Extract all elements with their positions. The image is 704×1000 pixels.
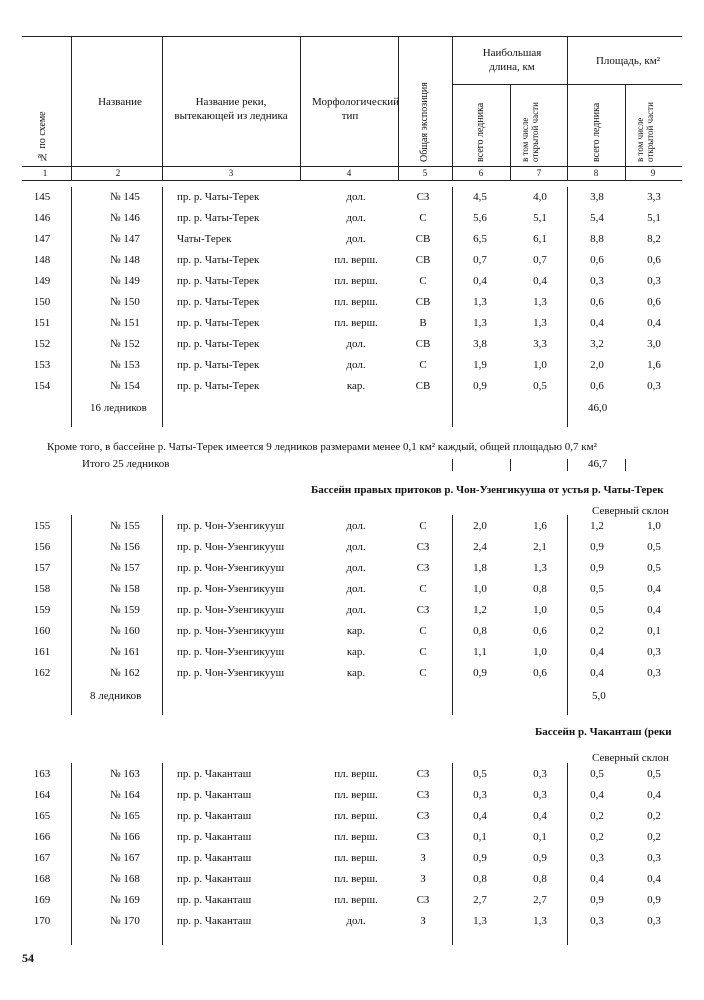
block3-title: Бассейн р. Чаканташ (реки (535, 726, 672, 738)
cell-length-total: 1,3 (473, 296, 487, 308)
cell-glacier-name: № 160 (110, 625, 140, 637)
table-row (0, 848, 704, 869)
cell-exposition: СЗ (416, 191, 430, 203)
cell-area-total: 0,5 (590, 604, 604, 616)
cell-area-total: 5,4 (590, 212, 604, 224)
cell-area-total: 0,4 (590, 317, 604, 329)
cell-morph-type: дол. (346, 583, 366, 595)
cell-area-total: 1,2 (590, 520, 604, 532)
cell-scheme-number: 162 (33, 667, 51, 679)
cell-area-total: 0,4 (590, 667, 604, 679)
cell-area-open: 0,2 (647, 831, 661, 843)
cell-area-total: 0,3 (590, 852, 604, 864)
cell-length-total: 6,5 (473, 233, 487, 245)
cell-glacier-name: № 165 (110, 810, 140, 822)
cell-glacier-name: № 147 (110, 233, 140, 245)
cell-scheme-number: 147 (33, 233, 51, 245)
cell-scheme-number: 161 (33, 646, 51, 658)
cell-river-name: пр. р. Чаканташ (177, 789, 252, 801)
header-length-total: всего ледника (475, 102, 486, 162)
cell-glacier-name: № 145 (110, 191, 140, 203)
cell-exposition: С (419, 359, 427, 371)
cell-exposition: СВ (415, 233, 431, 245)
table-row (0, 911, 704, 932)
cell-length-open: 1,0 (533, 359, 547, 371)
cell-area-open: 0,3 (647, 667, 661, 679)
table-row (0, 558, 704, 579)
cell-river-name: пр. р. Чаканташ (177, 915, 252, 927)
col-number-1: 1 (42, 168, 48, 178)
cell-exposition: СЗ (416, 562, 430, 574)
cell-glacier-name: № 170 (110, 915, 140, 927)
cell-length-open: 0,6 (533, 667, 547, 679)
cell-scheme-number: 167 (33, 852, 51, 864)
cell-length-open: 2,1 (533, 541, 547, 553)
cell-length-open: 0,3 (533, 789, 547, 801)
cell-length-open: 1,3 (533, 296, 547, 308)
table-row (0, 600, 704, 621)
cell-area-total: 0,2 (590, 625, 604, 637)
cell-exposition: СЗ (416, 831, 430, 843)
cell-morph-type: пл. верш. (334, 317, 378, 329)
cell-length-total: 0,8 (473, 625, 487, 637)
table-row (0, 313, 704, 334)
cell-scheme-number: 158 (33, 583, 51, 595)
cell-scheme-number: 169 (33, 894, 51, 906)
cell-river-name: пр. р. Чон-Узенгикууш (177, 625, 285, 637)
cell-area-total: 0,9 (590, 541, 604, 553)
table-row (0, 621, 704, 642)
cell-morph-type: пл. верш. (334, 254, 378, 266)
cell-scheme-number: 166 (33, 831, 51, 843)
header-area-total: всего ледника (591, 102, 602, 162)
cell-length-open: 0,8 (533, 583, 547, 595)
table-row (0, 187, 704, 208)
cell-glacier-name: № 156 (110, 541, 140, 553)
col-number-3: 3 (228, 168, 234, 178)
cell-river-name: пр. р. Чон-Узенгикууш (177, 667, 285, 679)
cell-scheme-number: 159 (33, 604, 51, 616)
cell-area-open: 0,4 (647, 789, 661, 801)
cell-morph-type: дол. (346, 541, 366, 553)
block1-total-area: 46,7 (588, 458, 608, 470)
cell-length-open: 0,5 (533, 380, 547, 392)
cell-exposition: СВ (415, 380, 431, 392)
cell-scheme-number: 154 (33, 380, 51, 392)
cell-morph-type: дол. (346, 520, 366, 532)
table-row (0, 229, 704, 250)
cell-glacier-name: № 151 (110, 317, 140, 329)
table-row (0, 208, 704, 229)
cell-glacier-name: № 152 (110, 338, 140, 350)
cell-morph-type: кар. (346, 625, 366, 637)
cell-length-open: 0,1 (533, 831, 547, 843)
cell-area-open: 1,0 (647, 520, 661, 532)
cell-exposition: З (420, 852, 426, 864)
cell-morph-type: пл. верш. (334, 789, 378, 801)
cell-morph-type: пл. верш. (334, 894, 378, 906)
cell-area-total: 0,4 (590, 873, 604, 885)
cell-morph-type: дол. (346, 562, 366, 574)
cell-length-open: 0,4 (533, 275, 547, 287)
cell-length-open: 4,0 (533, 191, 547, 203)
cell-area-open: 3,0 (647, 338, 661, 350)
cell-length-open: 2,7 (533, 894, 547, 906)
cell-length-total: 5,6 (473, 212, 487, 224)
table-row (0, 271, 704, 292)
cell-exposition: З (420, 915, 426, 927)
cell-scheme-number: 163 (33, 768, 51, 780)
cell-area-open: 0,4 (647, 583, 661, 595)
cell-river-name: пр. р. Чаты-Терек (177, 296, 260, 308)
cell-scheme-number: 168 (33, 873, 51, 885)
cell-glacier-name: № 166 (110, 831, 140, 843)
block2-title: Бассейн правых притоков р. Чон-Узенгикууша от устья р. Чаты-Терек (311, 484, 664, 496)
cell-glacier-name: № 162 (110, 667, 140, 679)
header-morph-type: Морфологический тип (312, 96, 400, 122)
cell-area-total: 0,4 (590, 789, 604, 801)
cell-river-name: пр. р. Чаканташ (177, 894, 252, 906)
col-number-6: 6 (478, 168, 484, 178)
col-number-9: 9 (650, 168, 656, 178)
cell-length-open: 5,1 (533, 212, 547, 224)
cell-area-open: 0,3 (647, 646, 661, 658)
cell-glacier-name: № 155 (110, 520, 140, 532)
cell-area-open: 0,4 (647, 604, 661, 616)
cell-length-open: 1,0 (533, 646, 547, 658)
cell-length-total: 0,1 (473, 831, 487, 843)
cell-area-total: 0,5 (590, 583, 604, 595)
cell-area-open: 5,1 (647, 212, 661, 224)
cell-river-name: пр. р. Чаты-Терек (177, 191, 260, 203)
cell-length-total: 0,8 (473, 873, 487, 885)
cell-scheme-number: 149 (33, 275, 51, 287)
header-length-open: в том числе открытой части (520, 102, 540, 162)
cell-area-open: 0,5 (647, 541, 661, 553)
cell-area-open: 0,9 (647, 894, 661, 906)
cell-morph-type: кар. (346, 380, 366, 392)
cell-length-total: 1,8 (473, 562, 487, 574)
cell-area-total: 0,2 (590, 810, 604, 822)
col-number-2: 2 (115, 168, 121, 178)
cell-length-total: 2,4 (473, 541, 487, 553)
header-area-open: в том числе открытой части (635, 102, 655, 162)
cell-morph-type: кар. (346, 667, 366, 679)
cell-river-name: пр. р. Чон-Узенгикууш (177, 562, 285, 574)
cell-length-total: 0,3 (473, 789, 487, 801)
cell-area-total: 0,5 (590, 768, 604, 780)
cell-exposition: СЗ (416, 768, 430, 780)
cell-area-open: 0,3 (647, 852, 661, 864)
cell-river-name: пр. р. Чон-Узенгикууш (177, 583, 285, 595)
cell-length-open: 3,3 (533, 338, 547, 350)
block2-subtotal-area: 5,0 (592, 690, 606, 702)
cell-length-open: 0,9 (533, 852, 547, 864)
cell-river-name: пр. р. Чаты-Терек (177, 275, 260, 287)
cell-river-name: пр. р. Чон-Узенгикууш (177, 604, 285, 616)
cell-length-total: 0,7 (473, 254, 487, 266)
cell-length-total: 0,5 (473, 768, 487, 780)
cell-morph-type: пл. верш. (334, 810, 378, 822)
cell-glacier-name: № 164 (110, 789, 140, 801)
cell-river-name: пр. р. Чаты-Терек (177, 338, 260, 350)
cell-river-name: пр. р. Чон-Узенгикууш (177, 646, 285, 658)
cell-area-open: 0,3 (647, 275, 661, 287)
block1-subtotal-label: 16 ледников (90, 402, 147, 414)
cell-glacier-name: № 150 (110, 296, 140, 308)
cell-glacier-name: № 169 (110, 894, 140, 906)
header-scheme-number: № по схеме (37, 111, 48, 162)
cell-exposition: С (419, 583, 427, 595)
cell-area-open: 0,4 (647, 873, 661, 885)
header-max-length: Наибольшая длина, км (482, 47, 542, 73)
cell-length-open: 1,3 (533, 317, 547, 329)
cell-river-name: пр. р. Чаты-Терек (177, 317, 260, 329)
cell-morph-type: дол. (346, 338, 366, 350)
cell-exposition: З (420, 873, 426, 885)
cell-glacier-name: № 163 (110, 768, 140, 780)
cell-exposition: С (419, 667, 427, 679)
cell-morph-type: дол. (346, 212, 366, 224)
cell-length-total: 0,9 (473, 380, 487, 392)
cell-scheme-number: 146 (33, 212, 51, 224)
cell-length-total: 2,0 (473, 520, 487, 532)
table-row (0, 785, 704, 806)
cell-area-open: 8,2 (647, 233, 661, 245)
cell-exposition: С (419, 520, 427, 532)
table-row (0, 806, 704, 827)
cell-area-total: 0,4 (590, 646, 604, 658)
cell-area-total: 0,3 (590, 915, 604, 927)
cell-scheme-number: 153 (33, 359, 51, 371)
cell-scheme-number: 145 (33, 191, 51, 203)
cell-morph-type: дол. (346, 604, 366, 616)
cell-river-name: пр. р. Чаканташ (177, 831, 252, 843)
cell-exposition: СВ (415, 254, 431, 266)
cell-length-total: 1,9 (473, 359, 487, 371)
table-row (0, 376, 704, 397)
table-row (0, 764, 704, 785)
cell-scheme-number: 160 (33, 625, 51, 637)
block2-slope: Северный склон (592, 505, 669, 517)
cell-length-total: 1,3 (473, 317, 487, 329)
cell-river-name: Чаты-Терек (177, 233, 232, 245)
cell-morph-type: пл. верш. (334, 831, 378, 843)
cell-scheme-number: 157 (33, 562, 51, 574)
cell-scheme-number: 151 (33, 317, 51, 329)
table-row (0, 334, 704, 355)
cell-river-name: пр. р. Чаты-Терек (177, 254, 260, 266)
cell-area-open: 0,5 (647, 768, 661, 780)
cell-area-total: 0,9 (590, 562, 604, 574)
cell-area-open: 0,6 (647, 254, 661, 266)
cell-glacier-name: № 161 (110, 646, 140, 658)
header-area: Площадь, км² (595, 55, 660, 67)
cell-morph-type: дол. (346, 191, 366, 203)
cell-length-total: 0,4 (473, 275, 487, 287)
col-number-8: 8 (593, 168, 599, 178)
cell-river-name: пр. р. Чаканташ (177, 810, 252, 822)
block1-subtotal-area: 46,0 (588, 402, 608, 414)
cell-morph-type: кар. (346, 646, 366, 658)
table-row (0, 537, 704, 558)
table-row (0, 663, 704, 684)
cell-morph-type: дол. (346, 915, 366, 927)
cell-exposition: СВ (415, 296, 431, 308)
block3-slope: Северный склон (592, 752, 669, 764)
cell-exposition: С (419, 625, 427, 637)
cell-morph-type: пл. верш. (334, 768, 378, 780)
cell-area-open: 3,3 (647, 191, 661, 203)
cell-area-total: 8,8 (590, 233, 604, 245)
cell-exposition: СЗ (416, 789, 430, 801)
cell-area-open: 0,1 (647, 625, 661, 637)
cell-morph-type: пл. верш. (334, 873, 378, 885)
col-number-7: 7 (536, 168, 542, 178)
table-row (0, 250, 704, 271)
cell-area-total: 2,0 (590, 359, 604, 371)
table-row (0, 890, 704, 911)
cell-morph-type: дол. (346, 233, 366, 245)
cell-glacier-name: № 158 (110, 583, 140, 595)
cell-scheme-number: 155 (33, 520, 51, 532)
cell-area-open: 0,3 (647, 380, 661, 392)
cell-length-total: 1,3 (473, 915, 487, 927)
cell-length-total: 0,9 (473, 667, 487, 679)
cell-area-open: 0,3 (647, 915, 661, 927)
cell-length-open: 1,3 (533, 915, 547, 927)
table-row (0, 642, 704, 663)
cell-length-open: 0,8 (533, 873, 547, 885)
cell-area-open: 0,2 (647, 810, 661, 822)
cell-length-open: 1,3 (533, 562, 547, 574)
cell-length-total: 0,4 (473, 810, 487, 822)
cell-glacier-name: № 149 (110, 275, 140, 287)
cell-morph-type: пл. верш. (334, 275, 378, 287)
cell-length-total: 2,7 (473, 894, 487, 906)
cell-area-total: 3,8 (590, 191, 604, 203)
block2-subtotal-label: 8 ледников (90, 690, 142, 702)
block1-note: Кроме того, в бассейне р. Чаты-Терек имеется 9 ледников размерами менее 0,1 км² каждый, общей площадью 0,7 км² (47, 441, 597, 453)
cell-exposition: СЗ (416, 604, 430, 616)
cell-exposition: С (419, 646, 427, 658)
cell-river-name: пр. р. Чон-Узенгикууш (177, 541, 285, 553)
cell-area-total: 0,9 (590, 894, 604, 906)
cell-area-total: 3,2 (590, 338, 604, 350)
cell-length-total: 0,9 (473, 852, 487, 864)
cell-river-name: пр. р. Чаты-Терек (177, 359, 260, 371)
cell-scheme-number: 150 (33, 296, 51, 308)
cell-exposition: СЗ (416, 810, 430, 822)
cell-area-total: 0,2 (590, 831, 604, 843)
cell-length-total: 1,2 (473, 604, 487, 616)
col-number-4: 4 (346, 168, 352, 178)
table-row (0, 292, 704, 313)
cell-area-open: 1,6 (647, 359, 661, 371)
cell-glacier-name: № 167 (110, 852, 140, 864)
cell-area-open: 0,6 (647, 296, 661, 308)
cell-glacier-name: № 157 (110, 562, 140, 574)
cell-glacier-name: № 159 (110, 604, 140, 616)
cell-river-name: пр. р. Чаканташ (177, 873, 252, 885)
cell-exposition: СВ (415, 338, 431, 350)
cell-area-total: 0,3 (590, 275, 604, 287)
cell-glacier-name: № 148 (110, 254, 140, 266)
cell-exposition: С (419, 275, 427, 287)
cell-length-open: 0,7 (533, 254, 547, 266)
cell-exposition: СЗ (416, 541, 430, 553)
cell-area-open: 0,4 (647, 317, 661, 329)
cell-scheme-number: 165 (33, 810, 51, 822)
cell-glacier-name: № 153 (110, 359, 140, 371)
table-row (0, 516, 704, 537)
header-river: Название реки, вытекающей из ледника (174, 96, 288, 122)
cell-length-open: 6,1 (533, 233, 547, 245)
cell-length-open: 0,3 (533, 768, 547, 780)
cell-area-total: 0,6 (590, 254, 604, 266)
cell-area-open: 0,5 (647, 562, 661, 574)
cell-scheme-number: 170 (33, 915, 51, 927)
col-number-5: 5 (422, 168, 428, 178)
cell-length-total: 1,1 (473, 646, 487, 658)
cell-length-open: 1,6 (533, 520, 547, 532)
cell-river-name: пр. р. Чаканташ (177, 852, 252, 864)
cell-scheme-number: 148 (33, 254, 51, 266)
page-number: 54 (22, 951, 34, 965)
cell-river-name: пр. р. Чаты-Терек (177, 380, 260, 392)
cell-glacier-name: № 154 (110, 380, 140, 392)
cell-length-total: 3,8 (473, 338, 487, 350)
cell-river-name: пр. р. Чаканташ (177, 768, 252, 780)
cell-length-total: 1,0 (473, 583, 487, 595)
table-row (0, 869, 704, 890)
cell-morph-type: пл. верш. (334, 296, 378, 308)
cell-scheme-number: 156 (33, 541, 51, 553)
cell-river-name: пр. р. Чон-Узенгикууш (177, 520, 285, 532)
table-row (0, 355, 704, 376)
cell-length-open: 1,0 (533, 604, 547, 616)
cell-exposition: С (419, 212, 427, 224)
header-name: Название (98, 96, 142, 108)
table-row (0, 579, 704, 600)
cell-scheme-number: 164 (33, 789, 51, 801)
cell-glacier-name: № 146 (110, 212, 140, 224)
block1-total-label: Итого 25 ледников (82, 458, 170, 470)
cell-length-total: 4,5 (473, 191, 487, 203)
cell-morph-type: пл. верш. (334, 852, 378, 864)
cell-river-name: пр. р. Чаты-Терек (177, 212, 260, 224)
cell-scheme-number: 152 (33, 338, 51, 350)
cell-area-total: 0,6 (590, 380, 604, 392)
cell-morph-type: дол. (346, 359, 366, 371)
cell-exposition: СЗ (416, 894, 430, 906)
cell-area-total: 0,6 (590, 296, 604, 308)
header-exposition: Общая экспозиция (419, 82, 430, 162)
cell-length-open: 0,4 (533, 810, 547, 822)
cell-glacier-name: № 168 (110, 873, 140, 885)
table-row (0, 827, 704, 848)
cell-exposition: В (419, 317, 427, 329)
cell-length-open: 0,6 (533, 625, 547, 637)
